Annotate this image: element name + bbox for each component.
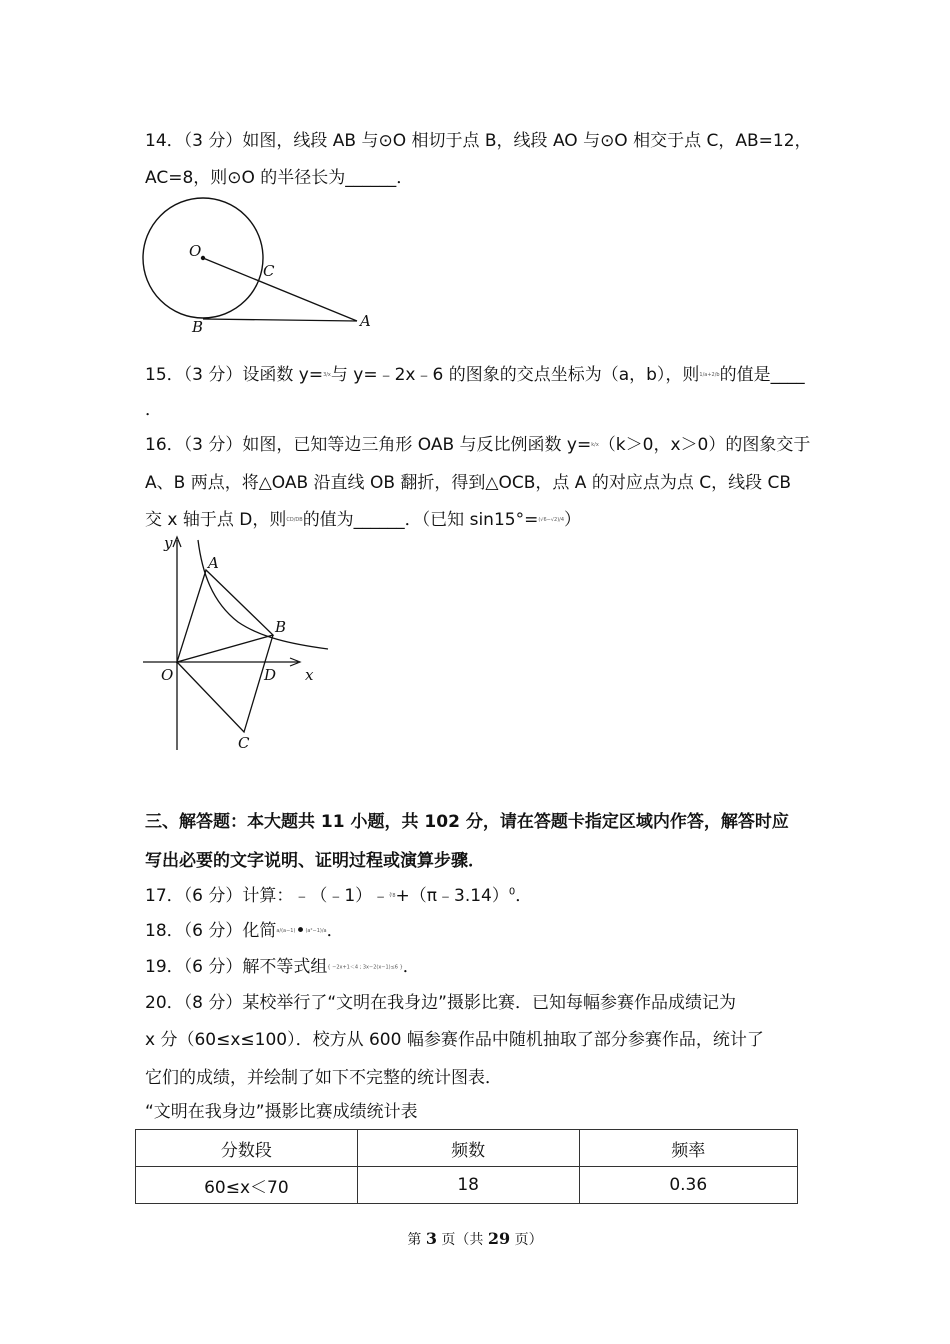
q20-line3: 它们的成绩，并绘制了如下不完整的统计图表．	[145, 1068, 502, 1088]
segment-ba	[203, 319, 357, 321]
label-c: C	[263, 262, 275, 280]
label-o: O	[161, 666, 174, 684]
q15-text-2: 与 y=﹣2x﹣6 的图象的交点坐标为（a，b），则	[330, 365, 700, 385]
q18-dot: •	[295, 921, 306, 941]
section3-line1: 三、解答题：本大题共 11 小题，共 102 分，请在答题卡指定区域内作答，解答时应	[145, 812, 789, 832]
q16-text-5: ）	[564, 510, 582, 530]
q17-cube-root: ∛8	[389, 893, 396, 899]
q18-text-2: ．	[326, 921, 344, 941]
q19-system: { −2x+1＜4 ; 3x−2(x−1)≤6 }	[327, 964, 403, 971]
q15-fraction-2: 1/a+2/b	[699, 372, 720, 378]
q17-line	[145, 881, 532, 906]
label-x: x	[305, 666, 314, 684]
header-score-range: 分数段	[136, 1130, 358, 1167]
q20-table-title: “文明在我身边”摄影比赛成绩统计表	[145, 1102, 418, 1122]
q15-line2: ．	[145, 400, 162, 420]
footer-suffix: 页）	[510, 1232, 543, 1248]
score-statistics-table	[135, 1129, 798, 1204]
q19-text-1: 19．（6 分）解不等式组	[145, 957, 328, 977]
triangle-oab	[177, 570, 273, 662]
q16-fraction-3: (√6−√2)/4	[538, 517, 565, 523]
q16-line3	[145, 505, 581, 530]
header-relative-frequency: 频率	[579, 1130, 797, 1167]
q16-fraction-1: k/x	[591, 442, 599, 448]
label-b: B	[275, 618, 287, 636]
label-d: D	[264, 666, 277, 684]
label-a: A	[208, 554, 219, 572]
q16-text-3: 交 x 轴于点 D，则	[145, 510, 287, 530]
q16-text-1: 16．（3 分）如图，已知等边三角形 OAB 与反比例函数 y=	[145, 435, 592, 455]
q15-line1	[145, 360, 805, 385]
triangle-ocb	[177, 635, 273, 732]
q18-text-1: 18．（6 分）化简	[145, 921, 277, 941]
page-footer	[0, 1229, 950, 1249]
section3-line2: 写出必要的文字说明、证明过程或演算步骤．	[145, 851, 485, 871]
q16-line1	[145, 430, 810, 455]
cell-relative-frequency: 0.36	[579, 1167, 797, 1204]
label-a: A	[360, 312, 371, 330]
table-header-row	[136, 1130, 798, 1167]
q17-text-2: +（π﹣3.14）	[395, 886, 509, 906]
footer-middle: 页（共	[436, 1232, 488, 1248]
label-y: y	[164, 534, 173, 552]
q17-text-1: 17．（6 分）计算：﹣（﹣1）﹣	[145, 886, 390, 906]
q18-fraction-1: a/(a−1)	[276, 928, 296, 934]
q15-fraction-1: 3/x	[323, 372, 331, 378]
q16-text-4: 的值为______．（已知 sin15°=	[302, 510, 539, 530]
q20-line1: 20．（8 分）某校举行了“文明在我身边”摄影比赛．已知每幅参赛作品成绩记为	[145, 993, 736, 1013]
q15-text-3: 的值是____	[719, 365, 805, 385]
q17-text-3: ．	[515, 886, 533, 906]
footer-page-number: 3	[425, 1229, 437, 1248]
q19-line	[145, 952, 420, 977]
q14-line2: AC=8，则⊙O 的半径长为______．	[145, 168, 414, 188]
label-b: B	[192, 318, 204, 336]
header-frequency: 频数	[357, 1130, 579, 1167]
q14-line1: 14．（3 分）如图，线段 AB 与⊙O 相切于点 B，线段 AO 与⊙O 相交于点 C，AB=12，	[145, 131, 812, 151]
label-o: O	[189, 242, 202, 260]
q18-line	[145, 916, 344, 941]
q16-text-2: （k＞0，x＞0）的图象交于	[598, 435, 811, 455]
q16-fraction-2: CD/DB	[286, 517, 303, 523]
q20-line2: x 分（60≤x≤100）．校方从 600 幅参赛作品中随机抽取了部分参赛作品，统计了	[145, 1030, 764, 1050]
segment-oa	[203, 258, 357, 321]
q16-figure	[140, 532, 340, 757]
footer-prefix: 第	[407, 1232, 426, 1248]
table-row	[136, 1167, 798, 1204]
q17-exponent: 0	[508, 886, 516, 898]
footer-total-pages: 29	[487, 1229, 511, 1248]
q16-line2: A、B 两点，将△OAB 沿直线 OB 翻折，得到△OCB，点 A 的对应点为点 C，线段 CB	[145, 473, 792, 493]
label-c: C	[238, 734, 250, 752]
q15-text-1: 15．（3 分）设函数 y=	[145, 365, 324, 385]
q19-text-2: ．	[402, 957, 420, 977]
cell-frequency: 18	[357, 1167, 579, 1204]
cell-score-range: 60≤x＜70	[136, 1167, 358, 1204]
q14-figure	[135, 196, 385, 341]
q18-fraction-2: (a²−1)/a	[305, 928, 327, 934]
